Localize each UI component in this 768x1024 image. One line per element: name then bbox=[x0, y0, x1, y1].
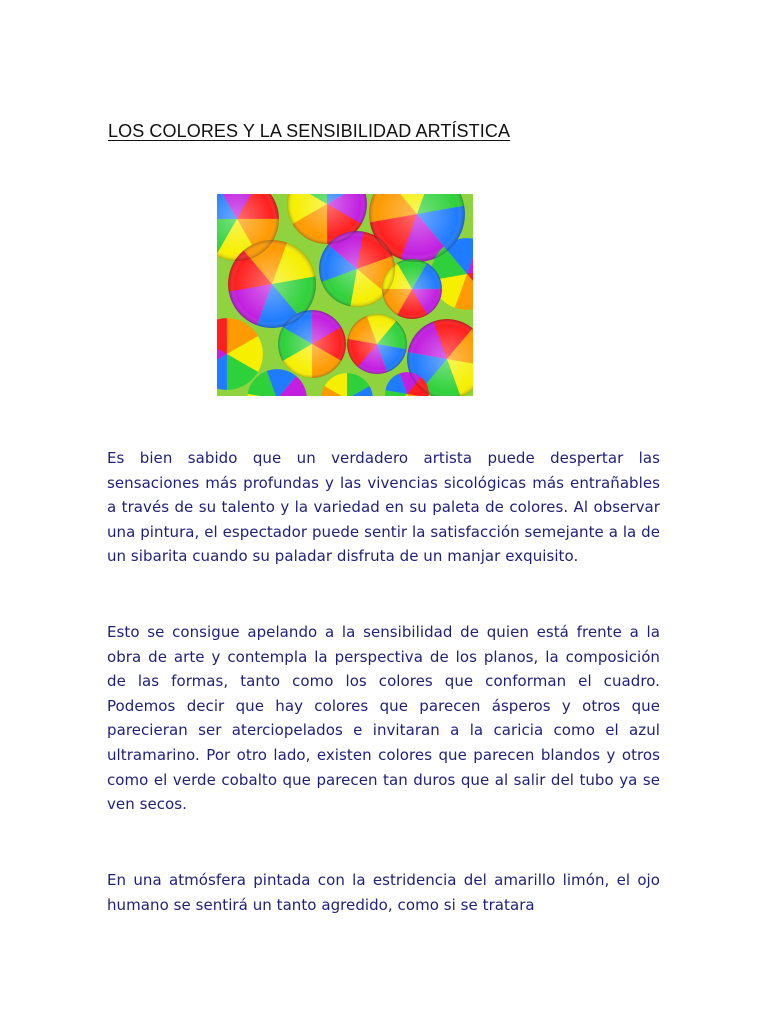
page-title: LOS COLORES Y LA SENSIBILIDAD ARTÍSTICA bbox=[108, 121, 511, 141]
paragraph-1: Es bien sabido que un verdadero artista puede despertar las sensaciones más profundas y las vivencias sicológicas más entrañables a través de su talento y la variedad en su paleta de colores. Al observar una pintura, el espectador puede sentir la satisfacción semejante a la de un sibarita cuando su paladar disfruta de un manjar exquisito. bbox=[107, 449, 660, 566]
rainbow-discs-image bbox=[217, 194, 473, 396]
paragraph-2: Esto se consigue apelando a la sensibilidad de quien está frente a la obra de arte y contempla la perspectiva de los planos, la composición de las formas, tanto como los colores que conforman el cuadro. Podemos decir que hay colores que parecen ásperos y otros que parecieran ser aterciopelados e invitaran a la caricia como el azul ultramarino. Por otro lado, existen colores que parecen blandos y otros como el verde cobalto que parecen tan duros que al salir del tubo ya se ven secos. bbox=[107, 623, 660, 814]
paragraph-3: En una atmósfera pintada con la estridencia del amarillo limón, el ojo humano se sentirá un tanto agredido, como si se tratara bbox=[107, 871, 660, 914]
